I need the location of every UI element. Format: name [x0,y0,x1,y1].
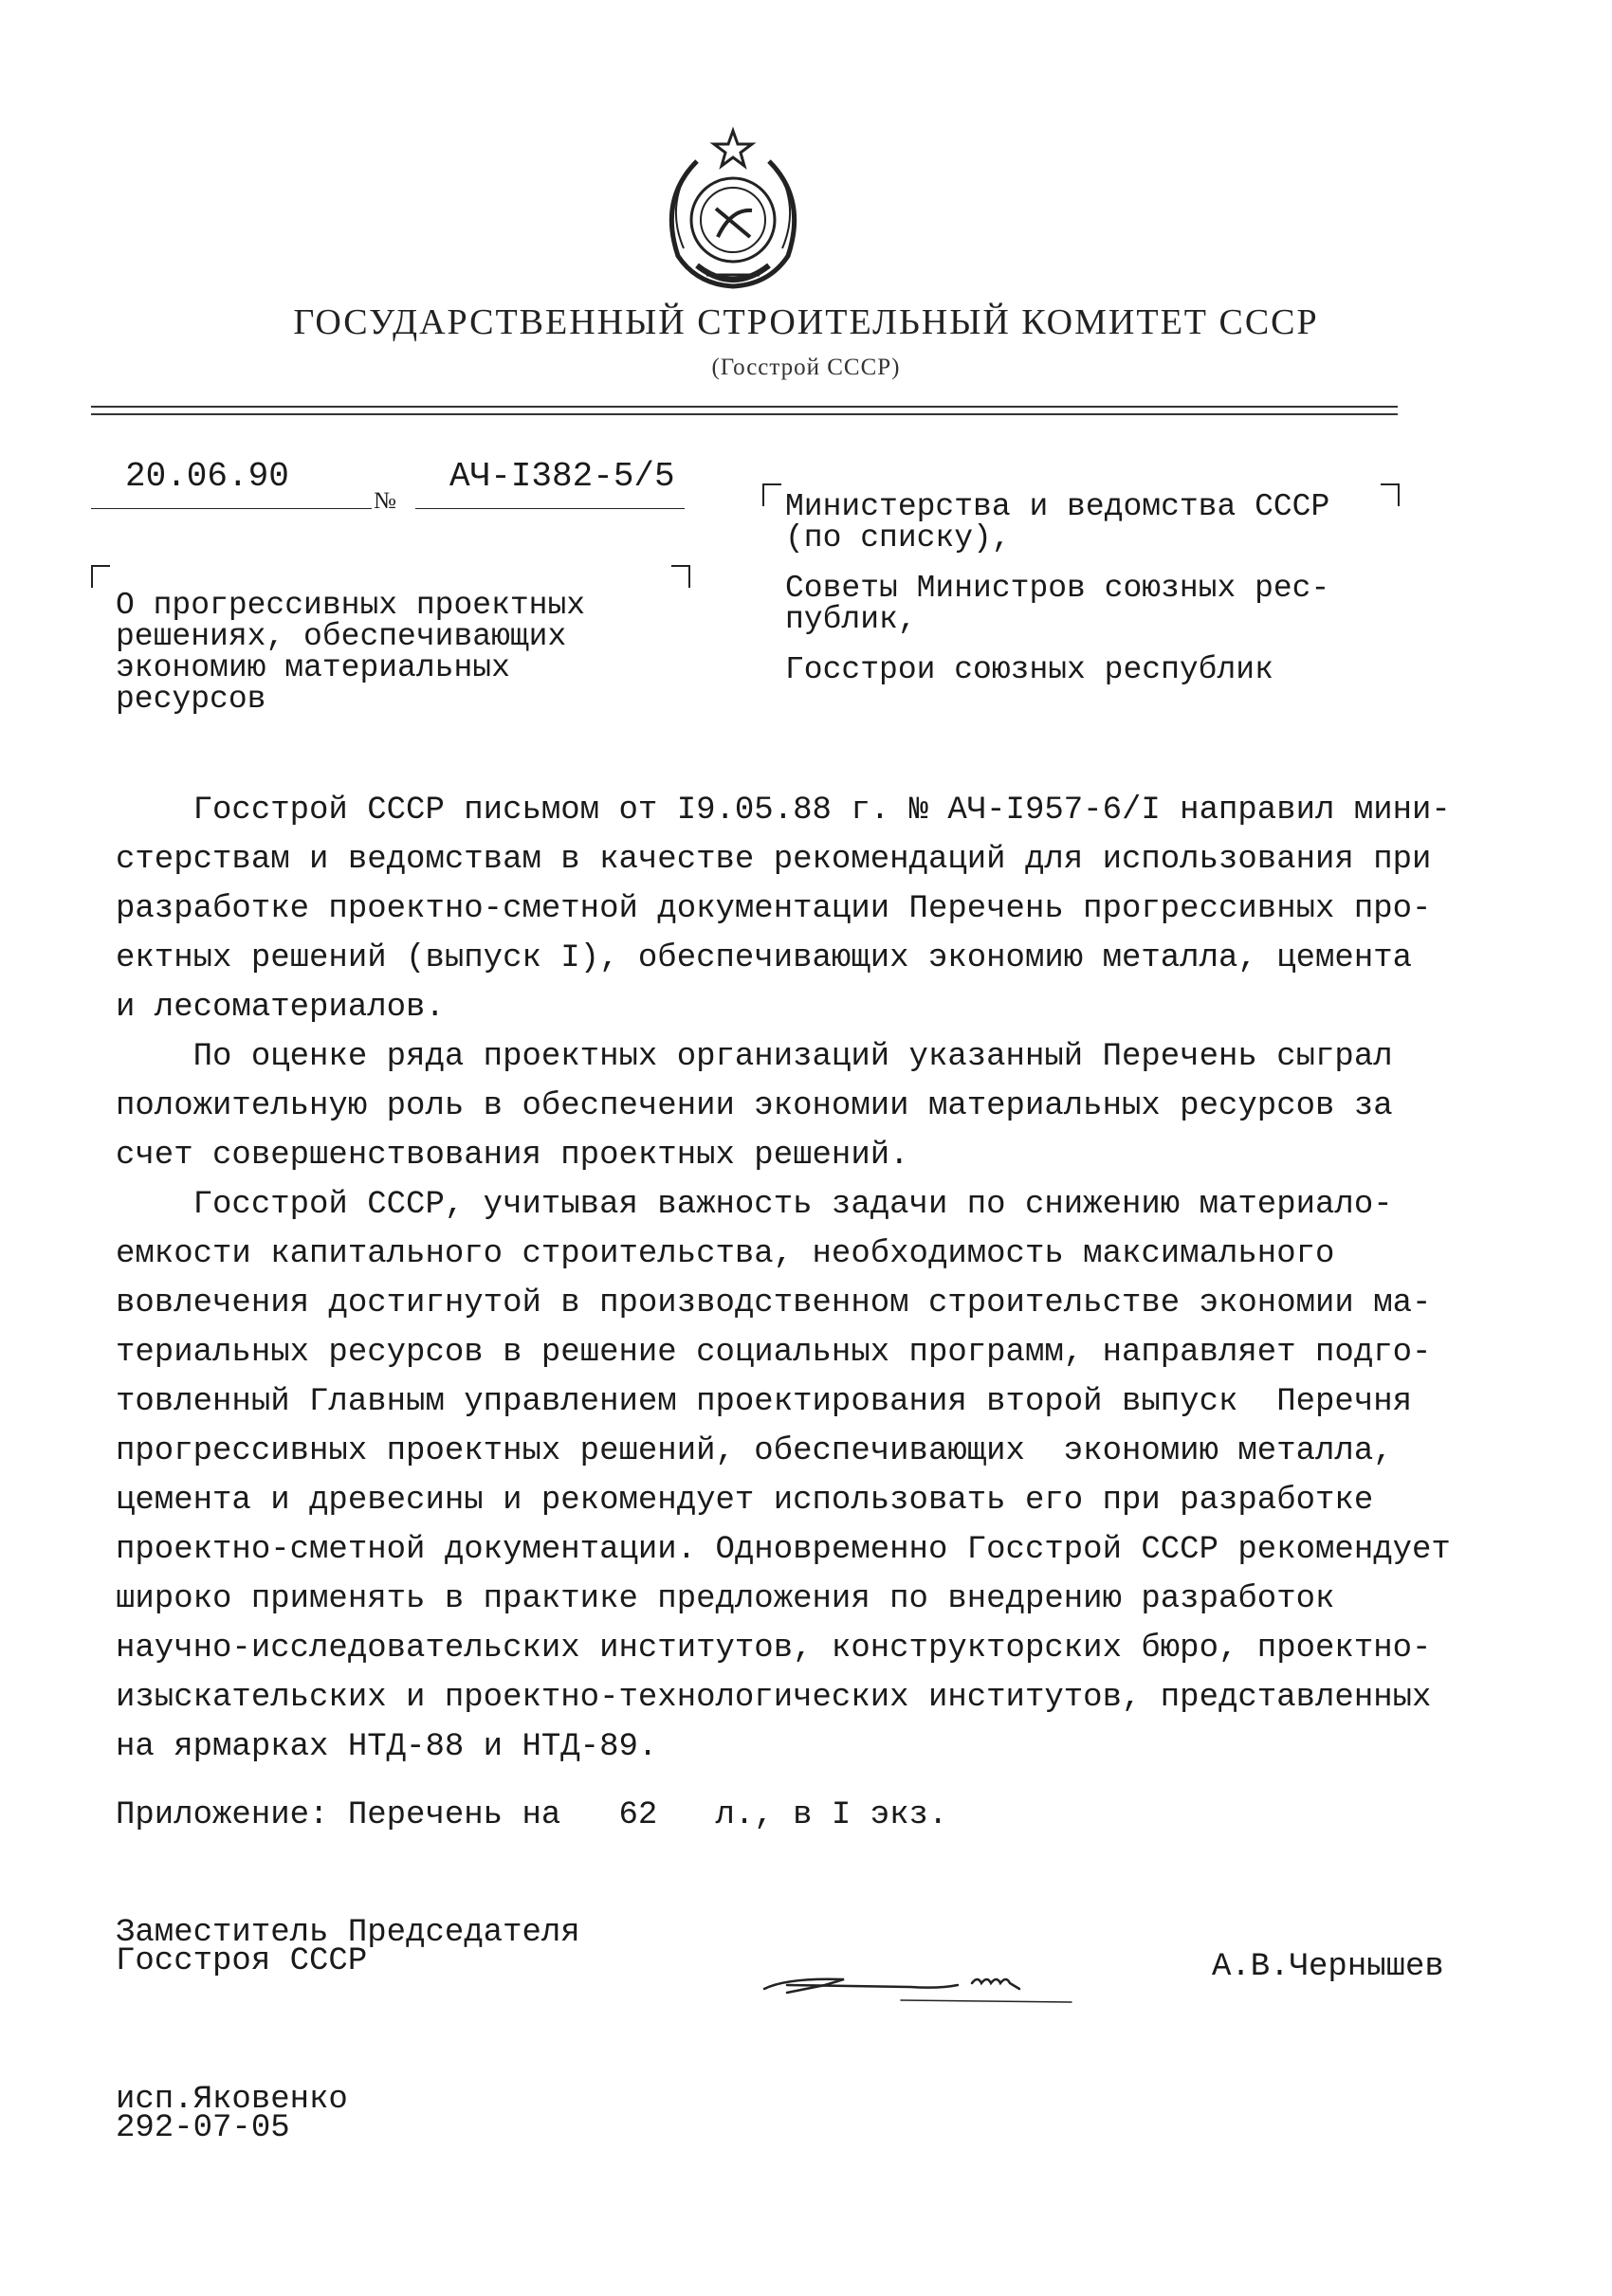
recipient-line: публик, [785,602,917,637]
subject-line: решениях, обеспечивающих [116,619,567,654]
header-rule-bottom [91,413,1398,415]
body-line: проектно-сметной документации. Одновременно Госстрой СССР рекомендует [116,1532,1451,1568]
signer-title [116,1915,580,1979]
organization-title: ГОСУДАРСТВЕННЫЙ СТРОИТЕЛЬНЫЙ КОМИТЕТ СССР [293,302,1319,342]
number-underline [415,508,685,509]
body-line: разработке проектно-сметной документации Перечень прогрессивных про- [116,891,1432,927]
body-line: Госстрой СССР, учитывая важность задачи по снижению материало- [116,1187,1393,1223]
recipient-line: Министерства и ведомства СССР [785,489,1330,524]
body-line: ектных решений (выпуск I), обеспечивающих экономию металла, цемента [116,940,1413,976]
executor-phone: 292-07-05 [116,2110,290,2146]
subject-bracket-left [91,565,110,588]
body-line: вовлечения достигнутой в производственном строительстве экономии ма- [116,1285,1432,1321]
number-label: № [374,488,396,514]
body-line: изыскательских и проектно-технологических институтов, представленных [116,1680,1432,1716]
body-line: цемента и древесины и рекомендует использовать его при разработке [116,1483,1374,1519]
document-number: АЧ-I382-5/5 [449,457,675,496]
body-line: Госстрой СССР письмом от I9.05.88 г. № АЧ-I957-6/I направил мини- [116,793,1451,829]
subject-bracket-right [671,565,690,588]
body-line: товленный Главным управлением проектирования второй выпуск Перечня [116,1384,1413,1420]
signer-name: А.В.Чернышев [1212,1949,1444,1985]
body-line: и лесоматериалов. [116,990,445,1026]
signer-title-line: Заместитель Председателя [116,1915,580,1951]
subject-line: О прогрессивных проектных [116,588,586,623]
executor-info [116,2082,348,2146]
subject-line: экономию материальных [116,650,510,685]
letter-body [116,794,1519,1780]
letter-subject [116,590,647,715]
document-date: 20.06.90 [125,457,289,496]
attachment-note: Приложение: Перечень на 62 л., в I экз. [116,1797,948,1833]
body-line: научно-исследовательских институтов, конструкторских бюро, проектно- [116,1631,1432,1667]
signer-title-line: Госстроя СССР [116,1943,368,1979]
subject-line: ресурсов [116,682,266,717]
recipients-bracket-left [762,483,781,506]
recipient-line: Госстрои союзных республик [785,652,1273,687]
body-line: По оценке ряда проектных организаций указанный Перечень сыграл [116,1039,1393,1075]
header-rule-top [91,406,1398,408]
executor-name: исп.Яковенко [116,2082,348,2118]
body-line: положительную роль в обеспечении экономии материальных ресурсов за [116,1088,1393,1124]
date-underline [91,508,372,509]
body-line: широко применять в практике предложения по внедрению разработок [116,1581,1335,1617]
body-line: счет совершенствования проектных решений. [116,1138,909,1174]
ussr-state-emblem-icon [640,123,826,301]
body-line: стерствам и ведомствам в качестве рекомендаций для использования при [116,842,1432,878]
recipient-line: (по списку), [785,520,1011,556]
recipient-line: Советы Министров союзных рес- [785,571,1330,606]
organization-short-name: (Госстрой СССР) [711,355,901,380]
body-line: прогрессивных проектных решений, обеспечивающих экономию металла, [116,1433,1393,1469]
body-line: териальных ресурсов в решение социальных программ, направляет подго- [116,1335,1432,1371]
recipients-block [785,491,1411,685]
body-line: на ярмарках НТД-88 и НТД-89. [116,1729,658,1765]
body-line: емкости капитального строительства, необходимость максимального [116,1236,1335,1272]
handwritten-signature [759,1960,1119,2008]
